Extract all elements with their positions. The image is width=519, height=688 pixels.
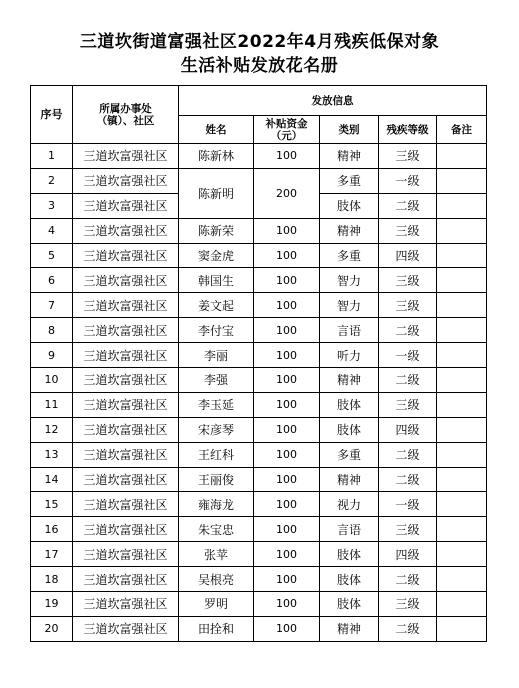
cell-community: 三道坎富强社区 [73,467,179,492]
cell-name: 李丽 [179,343,254,368]
cell-name: 雍海龙 [179,492,254,517]
cell-name: 李付宝 [179,318,254,343]
cell-community: 三道坎富强社区 [73,318,179,343]
table-row [31,517,487,542]
header-office-line1: 所属办事处 [99,102,152,115]
cell-note [437,492,487,517]
cell-seq: 9 [31,343,73,368]
cell-category: 精神 [320,368,379,393]
cell-community: 三道坎富强社区 [73,567,179,592]
cell-category: 精神 [320,467,379,492]
cell-level: 二级 [379,442,437,467]
cell-level: 三级 [379,592,437,617]
cell-level: 二级 [379,193,437,218]
table-row [31,392,487,417]
cell-note [437,144,487,169]
header-seq: 序号 [31,86,73,144]
cell-note [437,243,487,268]
document-title-line2: 生活补贴发放花名册 [180,56,339,76]
cell-seq: 19 [31,592,73,617]
cell-note [437,592,487,617]
cell-note [437,318,487,343]
cell-seq: 16 [31,517,73,542]
cell-amount: 100 [254,467,320,492]
cell-level: 二级 [379,567,437,592]
cell-note [437,616,487,641]
cell-seq: 20 [31,616,73,641]
cell-community: 三道坎富强社区 [73,492,179,517]
subsidy-roster-table [30,85,487,642]
cell-name: 陈新林 [179,144,254,169]
cell-amount: 100 [254,616,320,641]
cell-amount: 100 [254,368,320,393]
cell-name: 姜文起 [179,293,254,318]
cell-amount: 100 [254,218,320,243]
cell-note [437,567,487,592]
cell-category: 智力 [320,293,379,318]
cell-seq: 18 [31,567,73,592]
cell-level: 三级 [379,218,437,243]
cell-amount: 100 [254,442,320,467]
cell-level: 三级 [379,144,437,169]
header-office [73,86,179,144]
cell-level: 四级 [379,417,437,442]
cell-category: 肢体 [320,592,379,617]
cell-name: 王丽俊 [179,467,254,492]
cell-amount: 100 [254,343,320,368]
cell-amount: 100 [254,492,320,517]
cell-category: 多重 [320,168,379,193]
cell-community: 三道坎富强社区 [73,592,179,617]
cell-name: 朱宝忠 [179,517,254,542]
cell-amount: 100 [254,144,320,169]
cell-amount: 100 [254,243,320,268]
cell-category: 精神 [320,616,379,641]
cell-category: 视力 [320,492,379,517]
cell-community: 三道坎富强社区 [73,193,179,218]
cell-name: 张苹 [179,542,254,567]
cell-community: 三道坎富强社区 [73,392,179,417]
cell-note [437,368,487,393]
cell-amount: 100 [254,417,320,442]
table-row [31,293,487,318]
cell-community: 三道坎富强社区 [73,168,179,193]
cell-seq: 10 [31,368,73,393]
cell-level: 三级 [379,517,437,542]
cell-amount: 100 [254,517,320,542]
table-row [31,343,487,368]
cell-name: 窦金虎 [179,243,254,268]
cell-name: 王红科 [179,442,254,467]
cell-community: 三道坎富强社区 [73,417,179,442]
cell-community: 三道坎富强社区 [73,343,179,368]
cell-category: 精神 [320,218,379,243]
cell-community: 三道坎富强社区 [73,542,179,567]
cell-community: 三道坎富强社区 [73,616,179,641]
cell-seq: 3 [31,193,73,218]
cell-name: 罗明 [179,592,254,617]
cell-category: 多重 [320,442,379,467]
cell-category: 多重 [320,243,379,268]
cell-note [437,168,487,193]
cell-level: 四级 [379,243,437,268]
cell-level: 二级 [379,318,437,343]
cell-amount: 100 [254,293,320,318]
cell-category: 言语 [320,517,379,542]
table-row [31,592,487,617]
document-title-line1: 三道坎街道富强社区2022年4月残疾低保对象 [79,32,440,52]
cell-amount: 200 [254,168,320,218]
cell-seq: 2 [31,168,73,193]
header-name: 姓名 [179,116,254,144]
cell-note [437,218,487,243]
header-category: 类别 [320,116,379,144]
cell-community: 三道坎富强社区 [73,268,179,293]
table-row [31,542,487,567]
cell-note [437,442,487,467]
cell-community: 三道坎富强社区 [73,517,179,542]
table-row [31,268,487,293]
header-subsidy [254,116,320,144]
cell-level: 一级 [379,168,437,193]
header-info: 发放信息 [179,86,487,116]
cell-note [437,293,487,318]
cell-amount: 100 [254,542,320,567]
cell-category: 肢体 [320,193,379,218]
cell-note [437,268,487,293]
header-note: 备注 [437,116,487,144]
cell-seq: 7 [31,293,73,318]
cell-community: 三道坎富强社区 [73,293,179,318]
cell-category: 肢体 [320,542,379,567]
header-subsidy-line1: 补贴资金 [265,117,308,130]
table-row [31,467,487,492]
table-row [31,318,487,343]
cell-name: 李强 [179,368,254,393]
cell-category: 听力 [320,343,379,368]
cell-seq: 17 [31,542,73,567]
table-row [31,243,487,268]
cell-amount: 100 [254,318,320,343]
table-row [31,368,487,393]
table-row [31,218,487,243]
cell-name: 田拴和 [179,616,254,641]
cell-seq: 1 [31,144,73,169]
header-office-line2: （镇）、社区 [96,114,155,127]
cell-amount: 100 [254,567,320,592]
cell-seq: 8 [31,318,73,343]
cell-community: 三道坎富强社区 [73,243,179,268]
cell-note [437,517,487,542]
cell-level: 二级 [379,616,437,641]
cell-level: 三级 [379,392,437,417]
cell-level: 四级 [379,542,437,567]
cell-note [437,193,487,218]
table-row [31,492,487,517]
header-level: 残疾等级 [379,116,437,144]
cell-category: 言语 [320,318,379,343]
cell-level: 一级 [379,343,437,368]
cell-name: 李玉延 [179,392,254,417]
cell-seq: 11 [31,392,73,417]
cell-community: 三道坎富强社区 [73,144,179,169]
table-row [31,616,487,641]
cell-seq: 15 [31,492,73,517]
cell-seq: 6 [31,268,73,293]
cell-note [437,542,487,567]
cell-category: 精神 [320,144,379,169]
cell-name: 吴根亮 [179,567,254,592]
cell-category: 肢体 [320,417,379,442]
table-row [31,567,487,592]
cell-name: 陈新明 [179,168,254,218]
cell-community: 三道坎富强社区 [73,368,179,393]
table-row [31,144,487,169]
cell-seq: 13 [31,442,73,467]
cell-level: 三级 [379,268,437,293]
cell-note [437,343,487,368]
cell-name: 韩国生 [179,268,254,293]
cell-seq: 14 [31,467,73,492]
header-subsidy-line2: （元） [270,129,303,142]
cell-category: 肢体 [320,567,379,592]
cell-seq: 12 [31,417,73,442]
table-row [31,417,487,442]
table-row [31,442,487,467]
cell-seq: 4 [31,218,73,243]
cell-name: 宋彦琴 [179,417,254,442]
cell-category: 肢体 [320,392,379,417]
cell-amount: 100 [254,268,320,293]
cell-amount: 100 [254,392,320,417]
cell-level: 三级 [379,293,437,318]
cell-seq: 5 [31,243,73,268]
cell-level: 二级 [379,467,437,492]
table-row [31,168,487,193]
cell-category: 智力 [320,268,379,293]
cell-level: 一级 [379,492,437,517]
cell-note [437,467,487,492]
cell-name: 陈新荣 [179,218,254,243]
cell-note [437,392,487,417]
cell-amount: 100 [254,592,320,617]
cell-note [437,417,487,442]
cell-community: 三道坎富强社区 [73,218,179,243]
cell-level: 二级 [379,368,437,393]
cell-community: 三道坎富强社区 [73,442,179,467]
